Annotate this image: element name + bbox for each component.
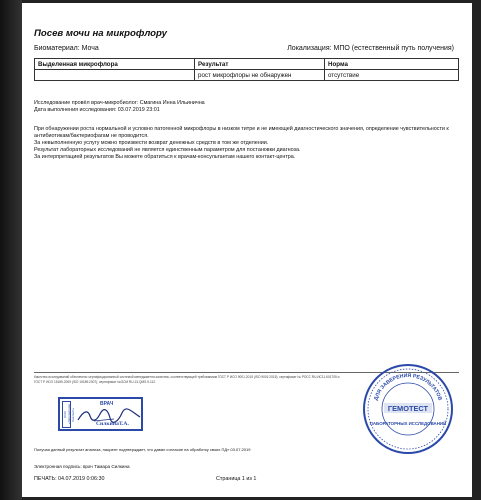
biomaterial-label: Биоматериал: Моча [34,45,99,52]
page-number: Страница 1 из 1 [216,476,257,482]
note-item: Результат лабораторных исследований не является единственным параметром для постановки диагноза. [34,147,301,153]
electronic-signature: Электронная подпись: врач Тамара Силкина [34,464,130,469]
cell-norm: отсутствие [325,70,459,81]
table-row [35,70,459,81]
header-norm: Норма [325,59,459,70]
stamp-side-text: ООО «Лаборатория Гемотест» [62,401,71,428]
localization-label: Локализация: МПО (естественный путь получения) [287,45,454,52]
note-item: При обнаружении роста нормальной и условно патогенной микрофлоры в низком титре и не имеющей диагностического значения, определение чувствительности к антибиотикам/бактериофагам не проводится. [34,126,449,139]
laboratory-seal-icon [362,363,454,455]
svg-text:ГЕМОТЕСТ: ГЕМОТЕСТ [387,404,429,413]
research-meta [34,100,205,114]
stamp-role: ВРАЧ [100,401,114,407]
right-shadow [472,0,481,500]
results-table [34,58,459,81]
quality-footnote: Качество исследований обеспечено сертифицированной системой менеджмента качества, соответствующей требованиям ГОСТ Р ИСО 9001-2015 (ISO 9001:2015), сертификат № РОСС RU.ИС11.К01705 и ГОСТ Р ИСО 15189-2009 (ISO 15189:2007), сертификат №ОСМ RU.13-QМS.9-112. [34,375,340,384]
note-item: За интерпретацией результатов Вы можете обратиться к врачам-консультантам нашего контакт-центра. [34,154,296,160]
consent-text: Получая данный результат анализа, пациент подтверждает, что давал согласие на обработку своих ПД» 03.07.2019 [34,447,251,452]
header-result: Результат [195,59,325,70]
svg-text:ДЛЯ ЗАВЕРЕНИЯ РЕЗУЛЬТАТОВ: ДЛЯ ЗАВЕРЕНИЯ РЕЗУЛЬТАТОВ [373,372,443,402]
table-header-row [35,59,459,70]
print-timestamp: ПЕЧАТЬ: 04.07.2019 0:06:30 [34,476,105,482]
notes-block [34,126,454,161]
header-microflora: Выделенная микрофлора [35,59,195,70]
performed-by: Исследование провёл врач-микробиолог: Смагина Инна Ильинична [34,100,205,106]
stamp-name: СилкинаТ.А. [96,421,129,427]
left-shadow [0,0,22,500]
cell-microflora [35,70,195,81]
cell-result: рост микрофлоры не обнаружен [195,70,325,81]
doctor-stamp [58,397,143,431]
svg-text:ЛАБОРАТОРНЫХ ИССЛЕДОВАНИЙ: ЛАБОРАТОРНЫХ ИССЛЕДОВАНИЙ [369,421,447,426]
document-title: Посев мочи на микрофлору [34,28,167,39]
execution-date: Дата выполнения исследования: 03.07.2019 23:01 [34,107,160,113]
note-item: За невыполненную услугу можно произвести возврат денежных средств в том же отделении. [34,140,269,146]
